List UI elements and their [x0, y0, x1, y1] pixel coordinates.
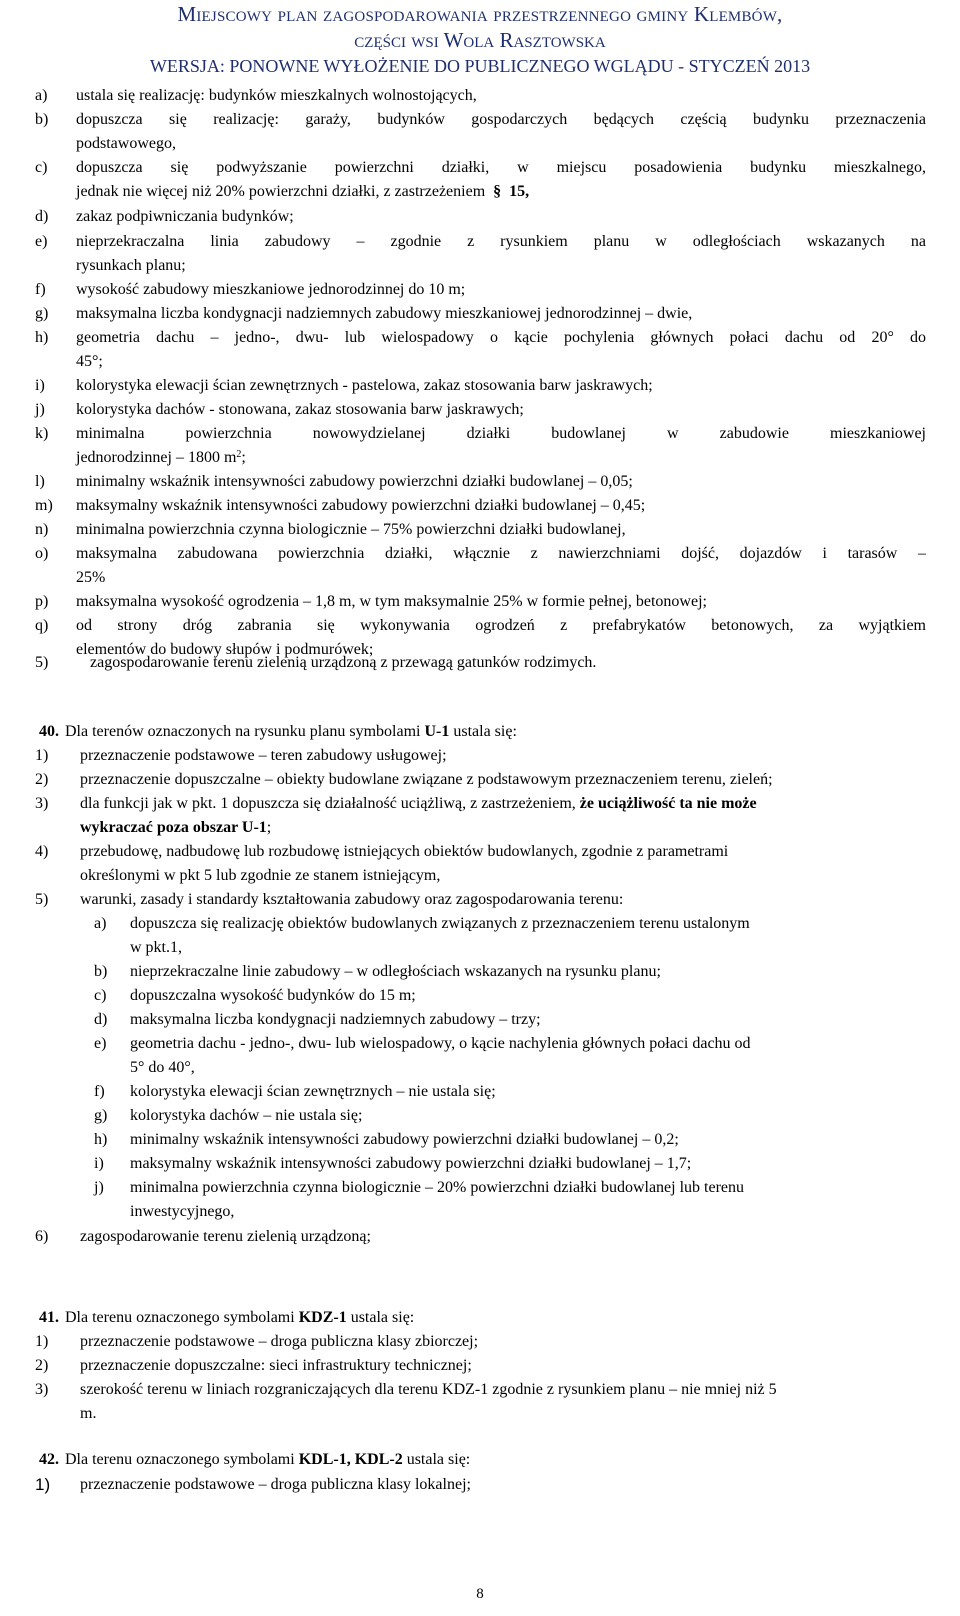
list-item-label: p): [35, 593, 49, 610]
list-item-text-line: maksymalna liczba kondygnacji nadziemnych zabudowy mieszkaniowej jednorodzinnej – dwie,: [76, 305, 693, 322]
section-number: 40.: [39, 723, 59, 740]
section-item-text: [80, 841, 728, 863]
list-item-text-line: rysunkach planu;: [76, 257, 186, 274]
list-item-text: [76, 615, 926, 637]
section-intro-text: Dla terenów oznaczonych na rysunku planu symbolami: [65, 723, 425, 740]
sub-item-text: dopuszczalna wysokość budynków do 15 m;: [130, 987, 416, 1004]
list-item-text-line: maksymalny wskaźnik intensywności zabudowy powierzchni działki budowlanej – 0,45;: [76, 497, 646, 514]
list-item-text: [76, 471, 633, 493]
sub-item-label: c): [94, 987, 107, 1004]
section-symbol: KDL-1, KDL-2: [298, 1451, 403, 1468]
header-version: WERSJA: PONOWNE WYŁOŻENIE DO PUBLICZNEGO WGLĄDU - STYCZEŃ 2013: [149, 56, 811, 76]
list-item-label: h): [35, 329, 49, 346]
sub-item-text: maksymalna liczba kondygnacji nadziemnych zabudowy – trzy;: [130, 1011, 541, 1028]
list-item-text-line: od strony dróg zabrania się wykonywania ogrodzeń z prefabrykatów betonowych, za wyjątkiem: [76, 617, 926, 634]
superscript: 2: [236, 449, 242, 460]
section-item-text: [80, 889, 623, 911]
section-item-text-line: przeznaczenie dopuszczalne – obiekty budowlane związane z podstawowym przeznaczeniem terenu, zieleń;: [80, 771, 773, 788]
sub-item-text: w pkt.1,: [130, 939, 182, 956]
section-item-text-cont: [80, 865, 440, 887]
list-item-label: b): [35, 111, 49, 128]
list-item-text-line: nieprzekraczalna linia zabudowy – zgodnie z rysunkiem planu w odległościach wskazanych na: [76, 233, 926, 250]
list-item-text: [76, 543, 926, 565]
sub-item-label: h): [94, 1131, 108, 1148]
section-item-label: 1): [35, 747, 49, 764]
list-item-label: i): [35, 377, 45, 394]
list-item-text-line: maksymalna wysokość ogrodzenia – 1,8 m, w tym maksymalnie 25% w formie pełnej, betonowej;: [76, 593, 707, 610]
list-item-text-line: zakaz podpiwniczania budynków;: [76, 208, 294, 225]
list-item-label: a): [35, 87, 48, 104]
list-item-text: [76, 519, 626, 541]
section-item-label: 2): [35, 1357, 49, 1374]
list-item-label: e): [35, 233, 48, 250]
list-item-text: [76, 231, 926, 253]
list-item-text-line: ustala się realizację: budynków mieszkalnych wolnostojących,: [76, 87, 477, 104]
section-item-label: 1): [35, 1475, 51, 1494]
section-item-label: 4): [35, 843, 49, 860]
section-item-text-line: przeznaczenie podstawowe – teren zabudowy usługowej;: [80, 747, 447, 764]
section-item-label: 3): [35, 1381, 49, 1398]
list-item-text: [76, 206, 294, 228]
list-item-text: [76, 181, 529, 203]
header-title-line2: części wsi Wola Rasztowska: [354, 28, 606, 52]
sub-item-label: e): [94, 1035, 107, 1052]
page-number: 8: [476, 1586, 484, 1602]
list-item-text-line: geometria dachu – jedno-, dwu- lub wielospadowy o kącie pochylenia głównych połaci dachu od 20° do: [76, 329, 926, 346]
list-item-text-line: dopuszcza się podwyższanie powierzchni działki, w miejscu posadowienia budynku mieszkalnego,: [76, 159, 926, 176]
list-item-text-line: dopuszcza się realizację: garaży, budynków gospodarczych będących częścią budynku przeznaczenia: [76, 111, 926, 128]
list-item-label: d): [35, 208, 49, 225]
section-intro-sec40: [35, 721, 517, 743]
section-item-text: zagospodarowanie terenu zielenią urządzoną;: [80, 1228, 371, 1245]
section-item-text-cont: m.: [80, 1405, 97, 1422]
list-item-label: j): [35, 401, 45, 418]
sub-item-text: nieprzekraczalne linie zabudowy – w odległościach wskazanych na rysunku planu;: [130, 963, 661, 980]
list-item-tail: ;: [241, 449, 246, 466]
section-item-text: przeznaczenie dopuszczalne: sieci infrastruktury technicznej;: [80, 1357, 472, 1374]
list-item-text-line: podstawowego,: [76, 135, 176, 152]
list-item-text: [76, 423, 926, 445]
list-item-text: [76, 303, 692, 325]
list-item-text: [76, 133, 176, 155]
section-symbol: KDZ-1: [298, 1309, 347, 1326]
section-item-text-line: dla funkcji jak w pkt. 1 dopuszcza się działalność uciążliwą, z zastrzeżeniem,: [80, 795, 580, 812]
sub-item-text: inwestycyjnego,: [130, 1203, 235, 1220]
list-item-text-line: kolorystyka dachów - stonowana, zakaz stosowania barw jaskrawych;: [76, 401, 524, 418]
section-item-text-line: przebudowę, nadbudowę lub rozbudowę istniejących obiektów budowlanych, zgodnie z parametrami: [80, 843, 729, 860]
section-sign-icon: §: [493, 183, 502, 200]
list-item-text: [76, 255, 186, 277]
sub-item-label: i): [94, 1155, 104, 1172]
sub-item-text: maksymalny wskaźnik intensywności zabudowy powierzchni działki budowlanej – 1,7;: [130, 1155, 692, 1172]
section-number: 42.: [39, 1451, 59, 1468]
sub-item-label: g): [94, 1107, 108, 1124]
section-item-text: [80, 769, 773, 791]
section-symbol: U-1: [424, 723, 450, 740]
sub-item-text: kolorystyka dachów – nie ustala się;: [130, 1107, 363, 1124]
sub-item-label: a): [94, 915, 107, 932]
sub-item-text: minimalny wskaźnik intensywności zabudowy powierzchni działki budowlanej – 0,2;: [130, 1131, 679, 1148]
header-title-line1: Miejscowy plan zagospodarowania przestrzennego gminy Klembów,: [177, 2, 783, 26]
section-item-text-line: wykraczać poza obszar U-1: [80, 819, 267, 836]
sub-item-text: geometria dachu - jedno-, dwu- lub wielospadowy, o kącie nachylenia głównych połaci dachu od: [130, 1035, 751, 1052]
section-number: 41.: [39, 1309, 59, 1326]
list-item-text-line: wysokość zabudowy mieszkaniowe jednorodzinnej do 10 m;: [76, 281, 466, 298]
list-item-label: n): [35, 521, 49, 538]
list-item-label: o): [35, 545, 49, 562]
list-item-text: zagospodarowanie terenu zielenią urządzoną z przewagą gatunków rodzimych.: [90, 654, 597, 671]
section-item-text: przeznaczenie podstawowe – droga publiczna klasy lokalnej;: [80, 1476, 471, 1493]
sub-item-text: kolorystyka elewacji ścian zewnętrznych – nie ustala się;: [130, 1083, 496, 1100]
list-item-label: f): [35, 281, 46, 298]
list-item-suffix: 15,: [509, 183, 530, 200]
section-item-text: szerokość terenu w liniach rozgraniczających dla terenu KDZ-1 zgodnie z rysunkiem planu – nie mniej niż 5: [80, 1381, 777, 1398]
section-item-text-line: warunki, zasady i standardy kształtowania zabudowy oraz zagospodarowania terenu:: [80, 891, 624, 908]
section-item-label: 2): [35, 771, 49, 788]
list-item-label: k): [35, 425, 49, 442]
list-item-text-line: kolorystyka elewacji ścian zewnętrznych - pastelowa, zakaz stosowania barw jaskrawych;: [76, 377, 653, 394]
sub-item-text: dopuszcza się realizację obiektów budowlanych związanych z przeznaczeniem terenu ustalonym: [130, 915, 750, 932]
section-item-text: [80, 745, 447, 767]
section-item-text: [80, 793, 757, 815]
list-item-text-line: elementów do budowy słupów i podmurówek;: [76, 641, 374, 658]
section-intro-sec42: [35, 1449, 470, 1471]
list-item-label: 5): [35, 654, 49, 671]
section-item-text: przeznaczenie podstawowe – droga publiczna klasy zbiorczej;: [80, 1333, 479, 1350]
list-item-text: [76, 157, 926, 179]
sub-item-label: d): [94, 1011, 108, 1028]
section-item-bold: że uciążliwość ta nie może: [579, 795, 757, 812]
section-intro-text: ustala się:: [449, 723, 517, 740]
list-item-text: [76, 399, 524, 421]
list-item-text-line: jednorodzinnej – 1800 m: [76, 449, 237, 466]
list-item-text: [76, 591, 707, 613]
list-item-text: [76, 85, 477, 107]
section-item-tail: ;: [266, 819, 272, 836]
list-item-text-line: minimalna powierzchnia nowowydzielanej działki budowlanej w zabudowie mieszkaniowej: [76, 425, 926, 442]
section-intro-sec41: [35, 1307, 414, 1329]
section-intro-text: ustala się:: [402, 1451, 471, 1468]
list-item-label: l): [35, 473, 45, 490]
sub-item-label: j): [94, 1179, 104, 1196]
sub-item-label: b): [94, 963, 108, 980]
list-item-text: [76, 279, 465, 301]
list-item-text-line: minimalna powierzchnia czynna biologicznie – 75% powierzchni działki budowlanej,: [76, 521, 626, 538]
list-item-label: c): [35, 159, 48, 176]
list-item-text: [76, 109, 926, 131]
section-intro-text: ustala się:: [346, 1309, 415, 1326]
list-item-text: [76, 351, 103, 373]
list-item-text-line: 25%: [76, 569, 106, 586]
sub-item-text: minimalna powierzchnia czynna biologicznie – 20% powierzchni działki budowlanej lub terenu: [130, 1179, 745, 1196]
list-item-text: [76, 567, 105, 589]
list-item-text-line: jednak nie więcej niż 20% powierzchni działki, z zastrzeżeniem: [76, 183, 486, 200]
section-item-label: 5): [35, 891, 49, 908]
sub-item-label: f): [94, 1083, 105, 1100]
list-item-text-line: maksymalna zabudowana powierzchnia działki, włącznie z nawierzchniami dojść, dojazdów i tarasów –: [76, 545, 926, 562]
sub-item-text: 5° do 40°,: [130, 1059, 195, 1076]
section-item-text-line: określonymi w pkt 5 lub zgodnie ze stanem istniejącym,: [80, 867, 441, 884]
list-item-text: [76, 327, 926, 349]
list-item-text: [76, 375, 653, 397]
list-item-label: g): [35, 305, 49, 322]
section-item-label: 1): [35, 1333, 49, 1350]
list-item-label: q): [35, 617, 49, 634]
section-item-label: 3): [35, 795, 49, 812]
list-item-text: [76, 495, 645, 517]
section-item-label: 6): [35, 1228, 49, 1245]
section-item-text-cont: [80, 817, 271, 839]
list-item-label: m): [35, 497, 53, 514]
section-intro-text: Dla terenu oznaczonego symbolami: [65, 1309, 299, 1326]
list-item-text-line: 45°;: [76, 353, 103, 370]
section-intro-text: Dla terenu oznaczonego symbolami: [65, 1451, 299, 1468]
list-item-text-line: minimalny wskaźnik intensywności zabudowy powierzchni działki budowlanej – 0,05;: [76, 473, 633, 490]
list-item-text: [76, 447, 246, 469]
